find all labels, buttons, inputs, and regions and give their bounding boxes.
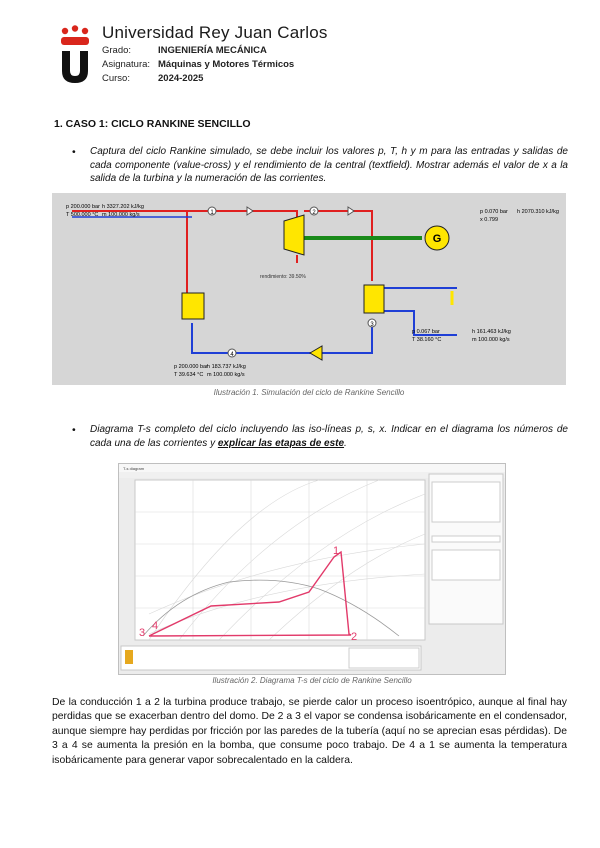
vc-right-2: T 38.160 °C xyxy=(412,337,442,343)
conclusion-paragraph: De la conducción 1 a 2 la turbina produce trabajo, se pierde calor un proceso isoentrópico, aunque al final hay perdidas que se exacerban dentro del domo. De 2 a 3 el vapor se condensa isobáricamente en el condensador, aunque siempre hay perdidas por fricción por las paredes de la tubería (aquí no se aprecian esas pérdidas). De 3 a 4 se aumenta la presión en la bomba, que consume poco trabajo. De 4 a 1 se aumenta la temperatura isobáricamente para generar vapor sobrecalentado en la caldera. xyxy=(52,697,567,766)
vc-bottom-0: p 200.000 bar xyxy=(174,364,208,370)
figure-1-caption: Ilustración 1. Simulación del ciclo de Rankine Sencillo xyxy=(213,388,405,397)
figure-2-caption: Ilustración 2. Diagrama T-s del ciclo de Rankine Sencillo xyxy=(212,676,412,685)
vc-right-0: p 0.067 bar xyxy=(412,329,440,335)
stream-number-2: 2 xyxy=(312,210,316,216)
vc-top-left-1: h 3327.202 kJ/kg xyxy=(102,204,144,210)
pump-icon xyxy=(310,346,322,360)
vc-top-left-2: T 500.000 °C xyxy=(66,212,99,218)
condenser-icon xyxy=(364,285,384,313)
item2-text-before: Diagrama T-s completo del ciclo incluyendo las iso-líneas p, s, x. Indicar en el diagrama los números de cada una de las corrientes y xyxy=(90,424,568,449)
bullet-2-icon: • xyxy=(72,424,76,436)
urjc-logo-icon xyxy=(58,25,92,85)
vc-top-left-3: m 100.000 kg/s xyxy=(102,212,140,218)
ts-point-4: 4 xyxy=(152,620,159,632)
vc-top-left-0: p 200.000 bar xyxy=(66,204,100,210)
generator-label: G xyxy=(432,233,442,245)
ts-point-2: 2 xyxy=(351,631,358,643)
grado-label: Grado: xyxy=(102,45,132,56)
item1-text: Captura del ciclo Rankine simulado, se debe incluir los valores p, T, h y m para las entradas y salidas de cada componente (value-cross) y el rendimiento de la central (textfield). Mostrar además el valor de x a la salida de la turbina y la numeración de las corrientes. xyxy=(90,146,568,184)
bullet-1-icon: • xyxy=(72,146,76,158)
curso-label: Curso: xyxy=(102,73,130,84)
asignatura-row xyxy=(102,59,294,70)
pipe-turbine-out xyxy=(304,211,372,281)
vc-right-3: m 100.000 kg/s xyxy=(472,337,510,343)
asignatura-value: Máquinas y Motores Térmicos xyxy=(158,59,295,70)
ts-window-title: T-s diagram xyxy=(123,466,145,471)
curso-value: 2024-2025 xyxy=(158,73,204,84)
vc-top-right-0: p 0.070 bar xyxy=(480,209,508,215)
grado-row xyxy=(102,45,267,56)
stream-number-1: 1 xyxy=(210,210,214,216)
stream-number-4: 4 xyxy=(230,352,234,358)
turbine-icon xyxy=(284,215,304,255)
stream-number-3: 3 xyxy=(370,322,374,328)
curso-row xyxy=(102,73,203,84)
vc-bottom-2: T 39.634 °C xyxy=(174,372,204,378)
vc-right-1: h 161.463 kJ/kg xyxy=(472,329,511,335)
item2-text xyxy=(90,423,568,450)
vc-top-right-2: x 0.799 xyxy=(480,217,499,223)
item2-text-bold: explicar las etapas de este xyxy=(217,437,345,449)
efficiency-label: rendimiento: 39.50% xyxy=(260,274,306,280)
ts-diagram-window xyxy=(118,463,506,675)
section-title: 1. CASO 1: CICLO RANKINE SENCILLO xyxy=(54,118,251,130)
university-name: Universidad Rey Juan Carlos xyxy=(102,23,328,42)
asignatura-label: Asignatura: xyxy=(102,59,151,70)
ts-point-1: 1 xyxy=(333,545,340,557)
vc-bottom-3: m 100.000 kg/s xyxy=(207,372,245,378)
item2-text-after: . xyxy=(344,437,347,449)
vc-bottom-1: h 183.737 kJ/kg xyxy=(207,364,246,370)
boiler-icon xyxy=(182,293,204,319)
ts-point-3: 3 xyxy=(139,627,146,639)
pipe-return xyxy=(192,323,372,353)
vc-top-right-1: h 2070.310 kJ/kg xyxy=(517,209,559,215)
rankine-simulation-figure xyxy=(52,193,566,385)
grado-value: INGENIERÍA MECÁNICA xyxy=(158,45,267,56)
ts-plot-area xyxy=(135,480,425,640)
